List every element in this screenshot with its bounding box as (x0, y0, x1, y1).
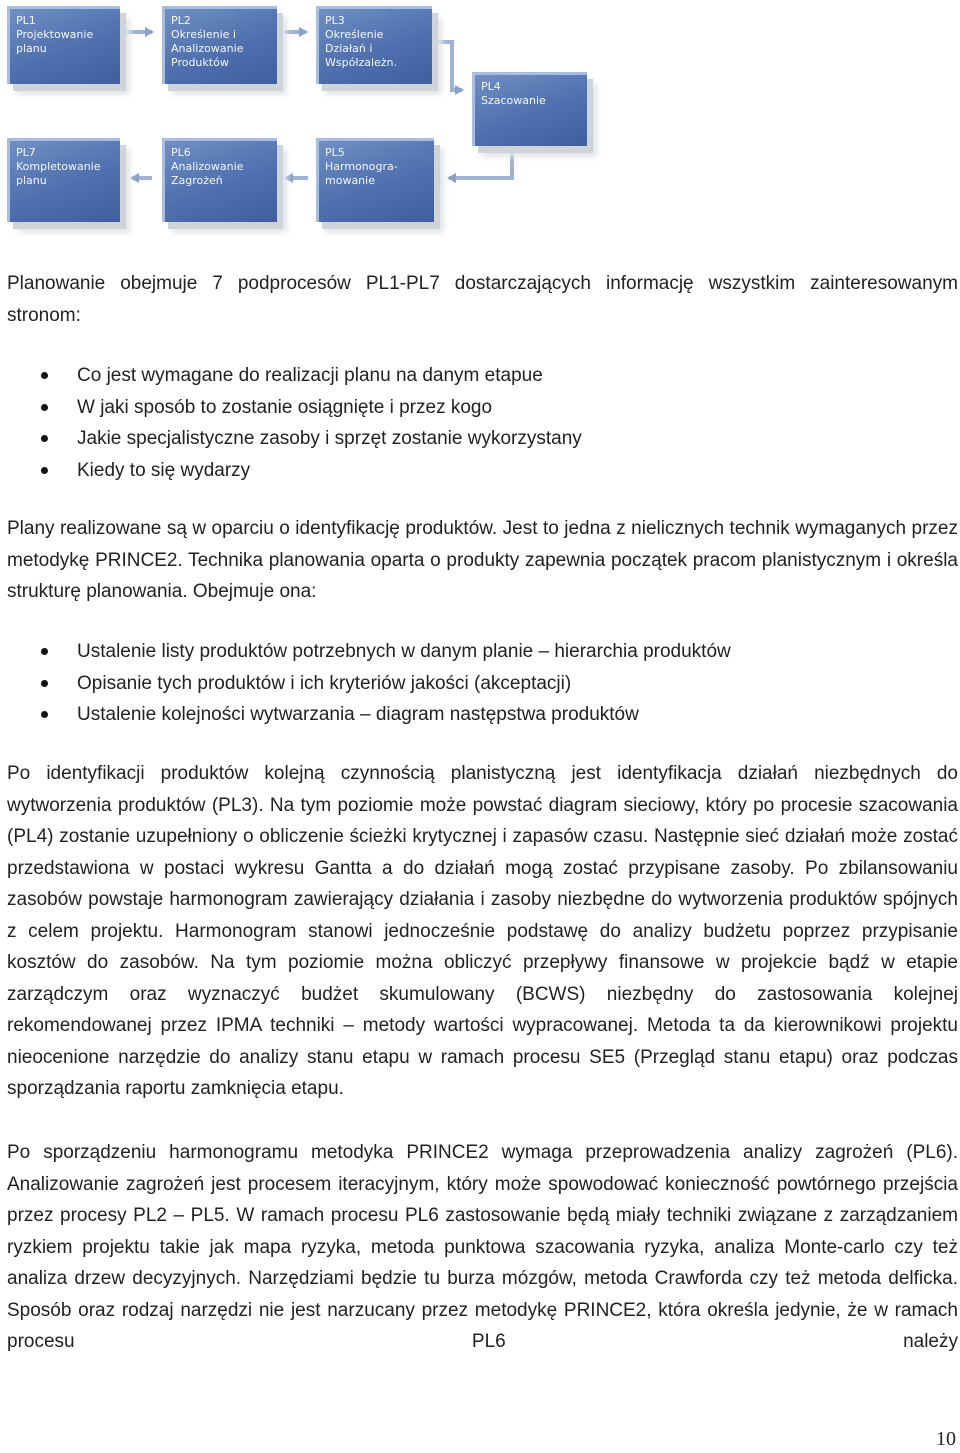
list-item-text: Ustalenie kolejności wytwarzania – diagram następstwa produktów (77, 704, 639, 725)
bullet-icon (41, 404, 48, 411)
products-paragraph: Plany realizowane są w oparciu o identyfikację produktów. Jest to jedna z nielicznych technik wymaganych przez metodykę PRINCE2. Technika planowania oparta o produkty zapewnia początek pracom planistycznym i określa strukturę planowania. Obejmuje ona: (7, 518, 958, 602)
process-title: Szacowanie (481, 94, 546, 107)
process-box-pl6 (162, 138, 277, 222)
bullet-icon (41, 435, 48, 442)
process-title: Kompletowanie planu (16, 160, 101, 187)
list-item-text: Co jest wymagane do realizacji planu na danym etapue (77, 365, 543, 386)
activities-paragraph: Po identyfikacji produktów kolejną czynnością planistyczną jest identyfikacja działań niezbędnych do wytworzenia produktów (PL3). Na tym poziomie może powstać diagram sieciowy, który po procesie szacowania (PL4) zostanie uzupełniony o obliczenie ścieżki krytycznej i zapasów czasu. Następnie sieć działań może zostać przedstawiona w postaci wykresu Gantta a do działań mogą zostać przypisane zasoby. Po zbilansowaniu zasobów powstaje harmonogram zawierający działania i zasoby niezbędne do wytworzenia produktów spójnych z celem projektu. Harmonogram stanowi jednocześnie podstawę do analizy budżetu poprzez przypisanie kosztów do zasobów. Na tym poziomie można obliczyć przepływy finansowe w projekcie bądź w etapie zarządczym oraz wyznaczyć budżet skumulowany (BCWS) niezbędny do zastosowania kolejnej rekomendowanej przez IPMA techniki – metody wartości wypracowanej. Metoda ta da kierownikowi projektu nieocenione narzędzie do analizy stanu etapu w ramach procesu SE5 (Przegląd stanu etapu) oraz podczas sporządzania raportu zamknięcia etapu. (7, 763, 958, 1099)
list-item-text: Jakie specjalistyczne zasoby i sprzęt zostanie wykorzystany (77, 428, 582, 449)
process-code: PL5 (325, 146, 345, 159)
process-code: PL1 (16, 14, 36, 27)
list-item-text: Opisanie tych produktów i ich kryteriów jakości (akceptacji) (77, 672, 572, 694)
process-code: PL3 (325, 14, 345, 27)
bullet-icon (41, 711, 48, 718)
process-box-pl7 (7, 138, 120, 222)
process-code: PL4 (481, 80, 501, 93)
bullet-icon (41, 467, 48, 474)
process-title: Określenie Działań i Współzależn. (325, 28, 398, 69)
arrow-pl3-pl4 (437, 42, 462, 90)
bullet-list-plan-info (0, 360, 582, 486)
process-box-pl5 (316, 138, 434, 222)
bullet-list-products (0, 636, 731, 731)
list-item (0, 392, 582, 424)
process-box-pl4 (472, 72, 587, 146)
process-title: Harmonogra- mowanie (325, 160, 398, 187)
list-item (0, 423, 582, 455)
risk-paragraph: Po sporządzeniu harmonogramu metodyka PRINCE2 wymaga przeprowadzenia analizy zagrożeń (PL6). Analizowanie zagrożeń jest procesem iteracyjnym, który może spowodować konieczność powtórnego przejścia przez procesy PL2 – PL5. W ramach procesu PL6 zastosowanie będą miały techniki związane z zarządzaniem ryzkiem projektu takie jak mapa ryzyka, metoda punktowa szacowania ryzyka, analiza Monte-carlo czy też analiza drzew decyzyjnych. Narzędziami będzie tu burza mózgów, metoda Crawforda czy też metoda delficka. Sposób oraz rodzaj narzędzi nie jest narzucany przez metodykę PRINCE2, która określa jedynie, że w ramach procesu PL6 należy (7, 1142, 958, 1352)
page-number: 10 (936, 1428, 956, 1450)
list-item (0, 668, 731, 700)
arrow-pl4-pl5 (449, 150, 512, 178)
intro-paragraph: Planowanie obejmuje 7 podprocesów PL1-PL7 dostarczających informację wszystkim zainteresowanym stronom: (7, 273, 958, 326)
process-box-pl3 (316, 6, 432, 84)
process-code: PL7 (16, 146, 36, 159)
process-box-pl2 (162, 6, 277, 84)
process-code: PL2 (171, 14, 191, 27)
list-item-text: W jaki sposób to zostanie osiągnięte i przez kogo (77, 396, 493, 418)
list-item (0, 455, 582, 487)
bullet-icon (41, 372, 48, 379)
process-title: Analizowanie Zagrożeń (171, 160, 244, 187)
list-item (0, 360, 582, 392)
bullet-icon (41, 680, 48, 687)
process-diagram (0, 0, 610, 245)
list-item-text: Ustalenie listy produktów potrzebnych w danym planie – hierarchia produktów (77, 641, 731, 662)
list-item (0, 699, 731, 731)
process-title: Projektowanie planu (16, 28, 94, 55)
process-code: PL6 (171, 146, 191, 159)
list-item-text: Kiedy to się wydarzy (77, 459, 251, 481)
bullet-icon (41, 648, 48, 655)
process-title: Określenie i Analizowanie Produktów (171, 28, 244, 69)
process-box-pl1 (7, 6, 120, 84)
list-item (0, 636, 731, 668)
